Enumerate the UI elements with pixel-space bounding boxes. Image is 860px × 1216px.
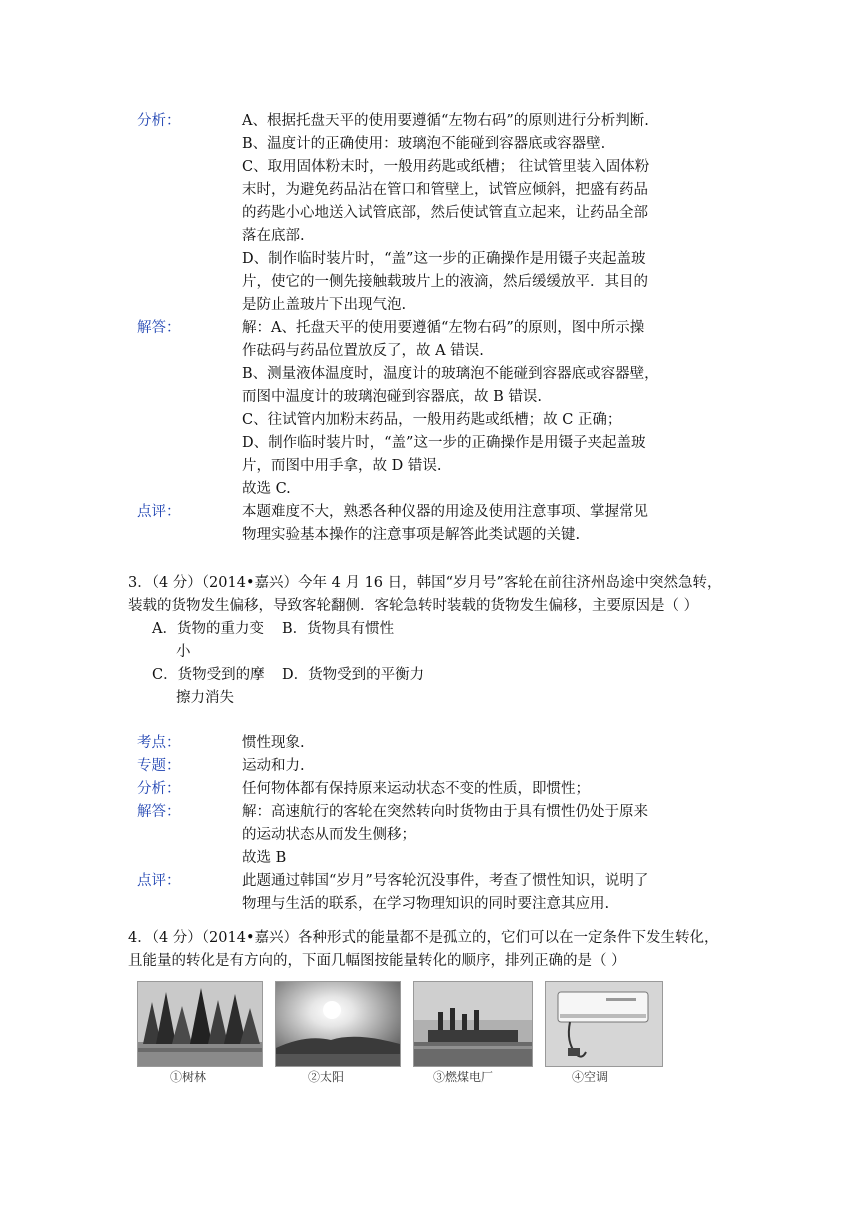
- jieda-line: 片，而图中用手拿，故 D 错误.: [242, 458, 442, 474]
- jieda-line: 作砝码与药品位置放反了，故 A 错误.: [242, 343, 484, 359]
- q3-jieda-line: 解：高速航行的客轮在突然转向时货物由于具有惯性仍处于原来: [242, 804, 648, 820]
- jieda-line: 解：A、托盘天平的使用要遵循“左物右码”的原则，图中所示操: [242, 320, 645, 336]
- sun-image: [275, 981, 401, 1067]
- jieda-line: 故选 C.: [242, 481, 291, 497]
- q3-jieda-line: 的运动状态从而发生侧移；: [242, 827, 416, 843]
- kaodian-text: 惯性现象.: [242, 735, 305, 751]
- air-conditioner-image: [545, 981, 663, 1067]
- fenxi-line: B、温度计的正确使用：玻璃泡不能碰到容器底或容器壁.: [242, 136, 606, 152]
- q3-dianping-line: 此题通过韩国“岁月”号客轮沉没事件，考查了惯性知识，说明了: [242, 873, 649, 889]
- fenxi-line: A、根据托盘天平的使用要遵循“左物右码”的原则进行分析判断.: [242, 113, 649, 129]
- q3-option-b: B．货物具有惯性: [282, 621, 395, 637]
- jieda-line: 而图中温度计的玻璃泡碰到容器底，故 B 错误.: [242, 389, 542, 405]
- forest-caption: ①树林: [170, 1070, 207, 1084]
- power-plant-caption: ③燃煤电厂: [433, 1070, 494, 1084]
- jieda-line: B、测量液体温度时，温度计的玻璃泡不能碰到容器底或容器壁，: [242, 366, 659, 382]
- q3-option-a: A．货物的重力变: [152, 621, 264, 637]
- q3-option-a-cont: 小: [176, 644, 191, 660]
- fenxi-label: 分析：: [137, 113, 181, 129]
- q3-fenxi-label: 分析：: [137, 781, 181, 797]
- fenxi-line: 的药匙小心地送入试管底部，然后使试管直立起来，让药品全部: [242, 205, 648, 221]
- power-plant-image: [413, 981, 533, 1067]
- kaodian-label: 考点：: [137, 735, 181, 751]
- dianping-line: 本题难度不大，熟悉各种仪器的用途及使用注意事项、掌握常见: [242, 504, 648, 520]
- q3-option-c-cont: 擦力消失: [176, 690, 234, 706]
- zhuanti-text: 运动和力.: [242, 758, 305, 774]
- zhuanti-label: 专题：: [137, 758, 181, 774]
- dianping-line: 物理实验基本操作的注意事项是解答此类试题的关键.: [242, 527, 581, 543]
- fenxi-line: 是防止盖玻片下出现气泡.: [242, 297, 407, 313]
- q3-jieda-line: 故选 B: [242, 850, 287, 866]
- q3-stem-line: 装载的货物发生偏移，导致客轮翻侧．客轮急转时装载的货物发生偏移，主要原因是（ ）: [128, 598, 699, 614]
- q3-option-c: C．货物受到的摩: [152, 667, 265, 683]
- q3-option-d: D．货物受到的平衡力: [282, 667, 425, 683]
- sun-caption: ②太阳: [308, 1070, 345, 1084]
- dianping-label: 点评：: [137, 504, 181, 520]
- forest-image: [137, 981, 263, 1067]
- jieda-line: C、往试管内加粉末药品，一般用药匙或纸槽；故 C 正确；: [242, 412, 622, 428]
- q4-stem-line: 且能量的转化是有方向的，下面几幅图按能量转化的顺序，排列正确的是（ ）: [128, 953, 626, 969]
- fenxi-line: 末时，为避免药品沾在管口和管壁上，试管应倾斜，把盛有药品: [242, 182, 648, 198]
- air-conditioner-caption: ④空调: [572, 1070, 609, 1084]
- q3-jieda-label: 解答：: [137, 804, 181, 820]
- fenxi-line: 落在底部.: [242, 228, 305, 244]
- q3-dianping-line: 物理与生活的联系，在学习物理知识的同时要注意其应用.: [242, 896, 610, 912]
- fenxi-line: C、取用固体粉末时，一般用药匙或纸槽； 往试管里装入固体粉: [242, 159, 650, 175]
- q3-stem-line: 3．（4 分）（2014•嘉兴）今年 4 月 16 日，韩国“岁月号”客轮在前往济州岛途中突然急转，: [128, 575, 722, 591]
- q3-fenxi-text: 任何物体都有保持原来运动状态不变的性质，即惯性；: [242, 781, 590, 797]
- q4-stem-line: 4．（4 分）（2014•嘉兴）各种形式的能量都不是孤立的，它们可以在一定条件下发生转化，: [128, 930, 719, 946]
- fenxi-line: 片，使它的一侧先接触载玻片上的液滴，然后缓缓放平．其目的: [242, 274, 648, 290]
- jieda-line: D、制作临时装片时，“盖”这一步的正确操作是用镊子夹起盖玻: [242, 435, 646, 451]
- fenxi-line: D、制作临时装片时，“盖”这一步的正确操作是用镊子夹起盖玻: [242, 251, 646, 267]
- q3-dianping-label: 点评：: [137, 873, 181, 889]
- jieda-label: 解答：: [137, 320, 181, 336]
